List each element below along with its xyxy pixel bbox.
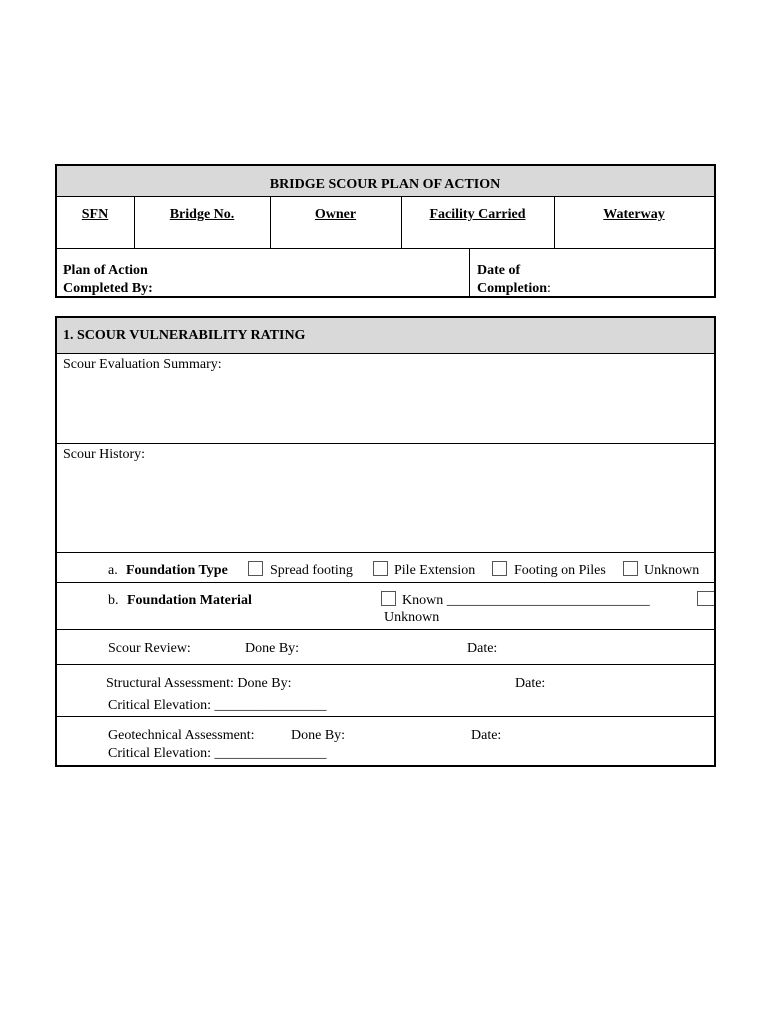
column-divider bbox=[469, 248, 470, 297]
date-completion-colon: : bbox=[547, 281, 551, 296]
foundation-material-prefix: b. bbox=[108, 593, 119, 608]
scour-review-date-label: Date: bbox=[467, 641, 498, 656]
section-title: 1. SCOUR VULNERABILITY RATING bbox=[63, 328, 306, 343]
known-material-checkbox[interactable] bbox=[381, 591, 396, 606]
column-header-bridge-no: Bridge No. bbox=[169, 207, 235, 222]
unknown-material-checkbox[interactable] bbox=[697, 591, 714, 606]
known-material-option: Known _____________________________ bbox=[402, 593, 650, 608]
foundation-type-label: Foundation Type bbox=[126, 563, 228, 578]
row-divider bbox=[56, 443, 715, 444]
column-header-sfn: SFN bbox=[81, 207, 109, 222]
structural-assessment-label: Structural Assessment: Done By: bbox=[106, 676, 292, 691]
date-completion-label-text: Completion bbox=[477, 281, 547, 296]
foundation-material-label: Foundation Material bbox=[127, 593, 252, 608]
scour-review-done-by-label: Done By: bbox=[245, 641, 300, 656]
column-header-waterway: Waterway bbox=[603, 207, 665, 222]
foundation-type-prefix: a. bbox=[108, 563, 118, 578]
column-header-facility-carried: Facility Carried bbox=[429, 207, 526, 222]
geotechnical-done-by-label: Done By: bbox=[291, 728, 346, 743]
header-divider bbox=[56, 248, 715, 249]
row-divider bbox=[56, 552, 715, 553]
scour-evaluation-summary-label: Scour Evaluation Summary: bbox=[63, 357, 222, 372]
row-divider bbox=[56, 629, 715, 630]
structural-date-label: Date: bbox=[515, 676, 546, 691]
date-completion-label-line2 bbox=[477, 280, 551, 297]
footing-on-piles-option: Footing on Piles bbox=[514, 563, 606, 578]
scour-history-label: Scour History: bbox=[63, 447, 146, 462]
plan-completed-label-line1: Plan of Action bbox=[63, 263, 148, 278]
row-divider bbox=[56, 353, 715, 354]
date-completion-label-line1: Date of bbox=[477, 263, 521, 278]
plan-completed-label-line2: Completed By: bbox=[63, 281, 153, 296]
unknown-type-checkbox[interactable] bbox=[623, 561, 638, 576]
footing-on-piles-checkbox[interactable] bbox=[492, 561, 507, 576]
form-title: BRIDGE SCOUR PLAN OF ACTION bbox=[269, 177, 501, 192]
unknown-type-option: Unknown bbox=[644, 563, 700, 578]
column-header-owner: Owner bbox=[314, 207, 357, 222]
structural-critical-elevation: Critical Elevation: ________________ bbox=[108, 698, 327, 713]
geotechnical-assessment-label: Geotechnical Assessment: bbox=[108, 728, 255, 743]
pile-extension-option: Pile Extension bbox=[394, 563, 476, 578]
geotechnical-date-label: Date: bbox=[471, 728, 502, 743]
row-divider bbox=[56, 716, 715, 717]
spread-footing-option: Spread footing bbox=[270, 563, 353, 578]
pile-extension-checkbox[interactable] bbox=[373, 561, 388, 576]
row-divider bbox=[56, 664, 715, 665]
geotechnical-critical-elevation: Critical Elevation: ________________ bbox=[108, 746, 327, 761]
scour-review-label: Scour Review: bbox=[108, 641, 191, 656]
unknown-material-option: Unknown bbox=[384, 610, 440, 625]
spread-footing-checkbox[interactable] bbox=[248, 561, 263, 576]
header-divider bbox=[56, 196, 715, 197]
row-divider bbox=[56, 582, 715, 583]
